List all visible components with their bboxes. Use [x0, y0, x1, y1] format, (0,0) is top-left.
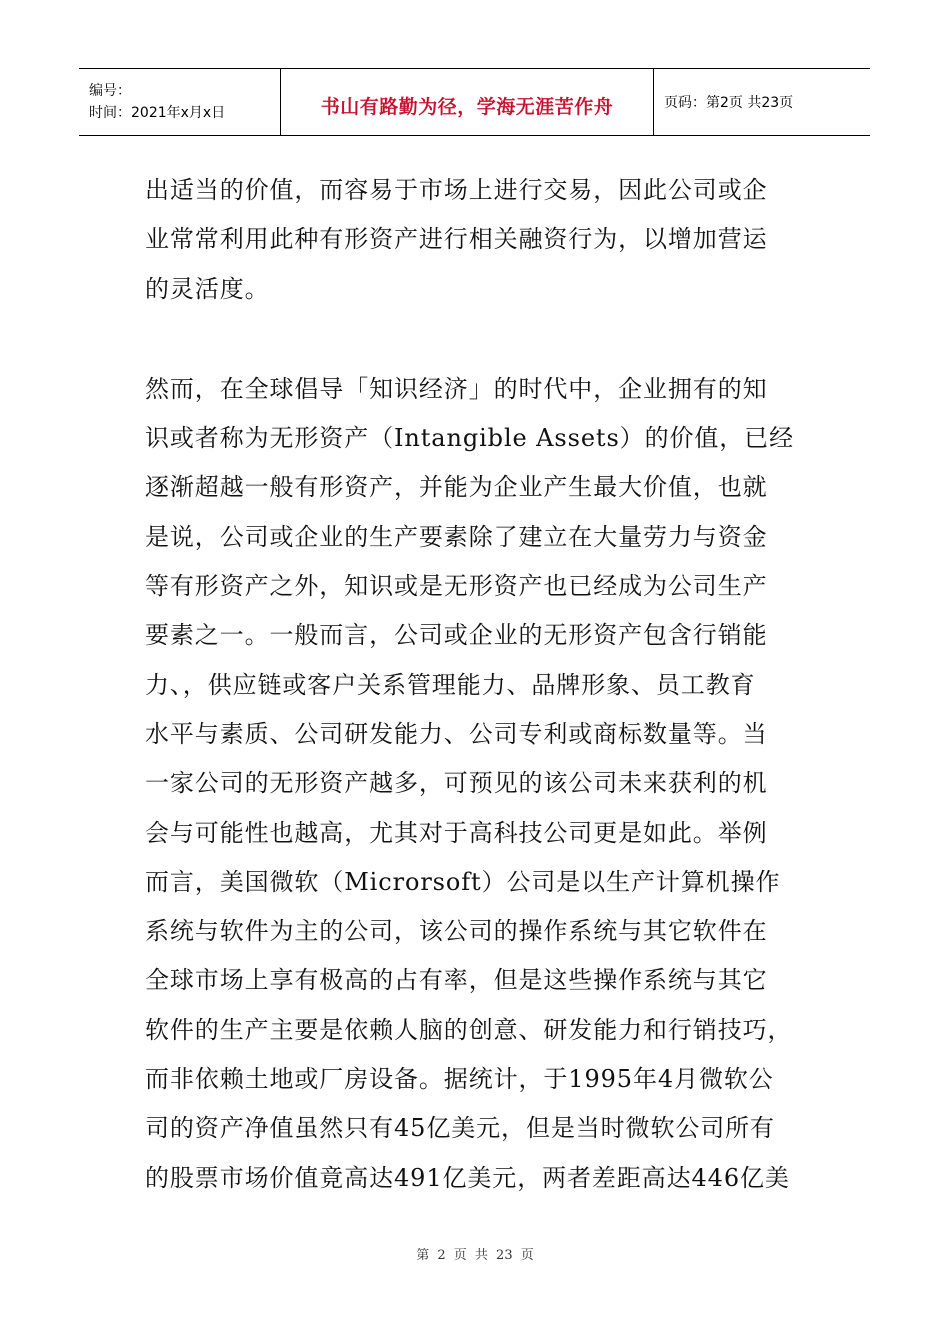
- page-header: [79, 68, 870, 136]
- paragraph-gap: [145, 314, 810, 365]
- text-line: 要素之一。一般而言，公司或企业的无形资产包含行销能: [145, 621, 768, 650]
- text-line: 司的资产净值虽然只有45亿美元，但是当时微软公司所有: [145, 1114, 775, 1143]
- text-line: 系统与软件为主的公司，该公司的操作系统与其它软件在: [145, 917, 768, 946]
- paragraph-1: [145, 166, 810, 314]
- header-meta-cell: [79, 69, 281, 135]
- text-line: 的灵活度。: [145, 274, 270, 303]
- text-line: 而非依赖土地或厂房设备。据统计，于1995年4月微软公: [145, 1065, 774, 1094]
- header-motto: 书山有路勤为径，学海无涯苦作舟: [320, 95, 614, 118]
- text-line: 出适当的价值，而容易于市场上进行交易，因此公司或企: [145, 176, 768, 204]
- text-line: 软件的生产主要是依赖人脑的创意、研发能力和行销技巧，: [145, 1015, 793, 1044]
- header-page-cell: [654, 69, 870, 135]
- text-line: 全球市场上享有极高的占有率，但是这些操作系统与其它: [145, 966, 768, 995]
- text-line: 一家公司的无形资产越多，可预见的该公司未来获利的机: [145, 769, 768, 798]
- document-body: [145, 166, 810, 1203]
- header-page-number: 页码：第2页 共23页: [664, 95, 794, 111]
- text-line: 等有形资产之外，知识或是无形资产也已经成为公司生产: [145, 572, 768, 601]
- text-line: 的股票市场价值竟高达491亿美元，两者差距高达446亿美: [145, 1163, 790, 1192]
- text-line: 会与可能性也越高，尤其对于高科技公司更是如此。举例: [145, 818, 768, 847]
- document-code-label: 编号：: [89, 83, 131, 99]
- text-line: 识或者称为无形资产（Intangible Assets）的价值，已经: [145, 424, 794, 453]
- document-date-label: 时间：2021年x月x日: [89, 105, 226, 121]
- text-line: 水平与素质、公司研发能力、公司专利或商标数量等。当: [145, 719, 768, 748]
- page-footer: 第 2 页 共 23 页: [416, 1248, 534, 1263]
- text-line: 逐渐超越一般有形资产，并能为企业产生最大价值，也就: [145, 473, 768, 502]
- text-line: 业常常利用此种有形资产进行相关融资行为，以增加营运: [145, 225, 768, 254]
- text-line: 力、，供应链或客户关系管理能力、品牌形象、员工教育: [145, 670, 756, 699]
- text-line: 是说，公司或企业的生产要素除了建立在大量劳力与资金: [145, 522, 768, 551]
- text-line: 然而，在全球倡导「知识经济」的时代中，企业拥有的知: [145, 374, 768, 403]
- header-motto-cell: [281, 69, 654, 135]
- text-line: 而言，美国微软（Microrsoft）公司是以生产计算机操作: [145, 867, 781, 896]
- paragraph-2: [145, 365, 810, 1203]
